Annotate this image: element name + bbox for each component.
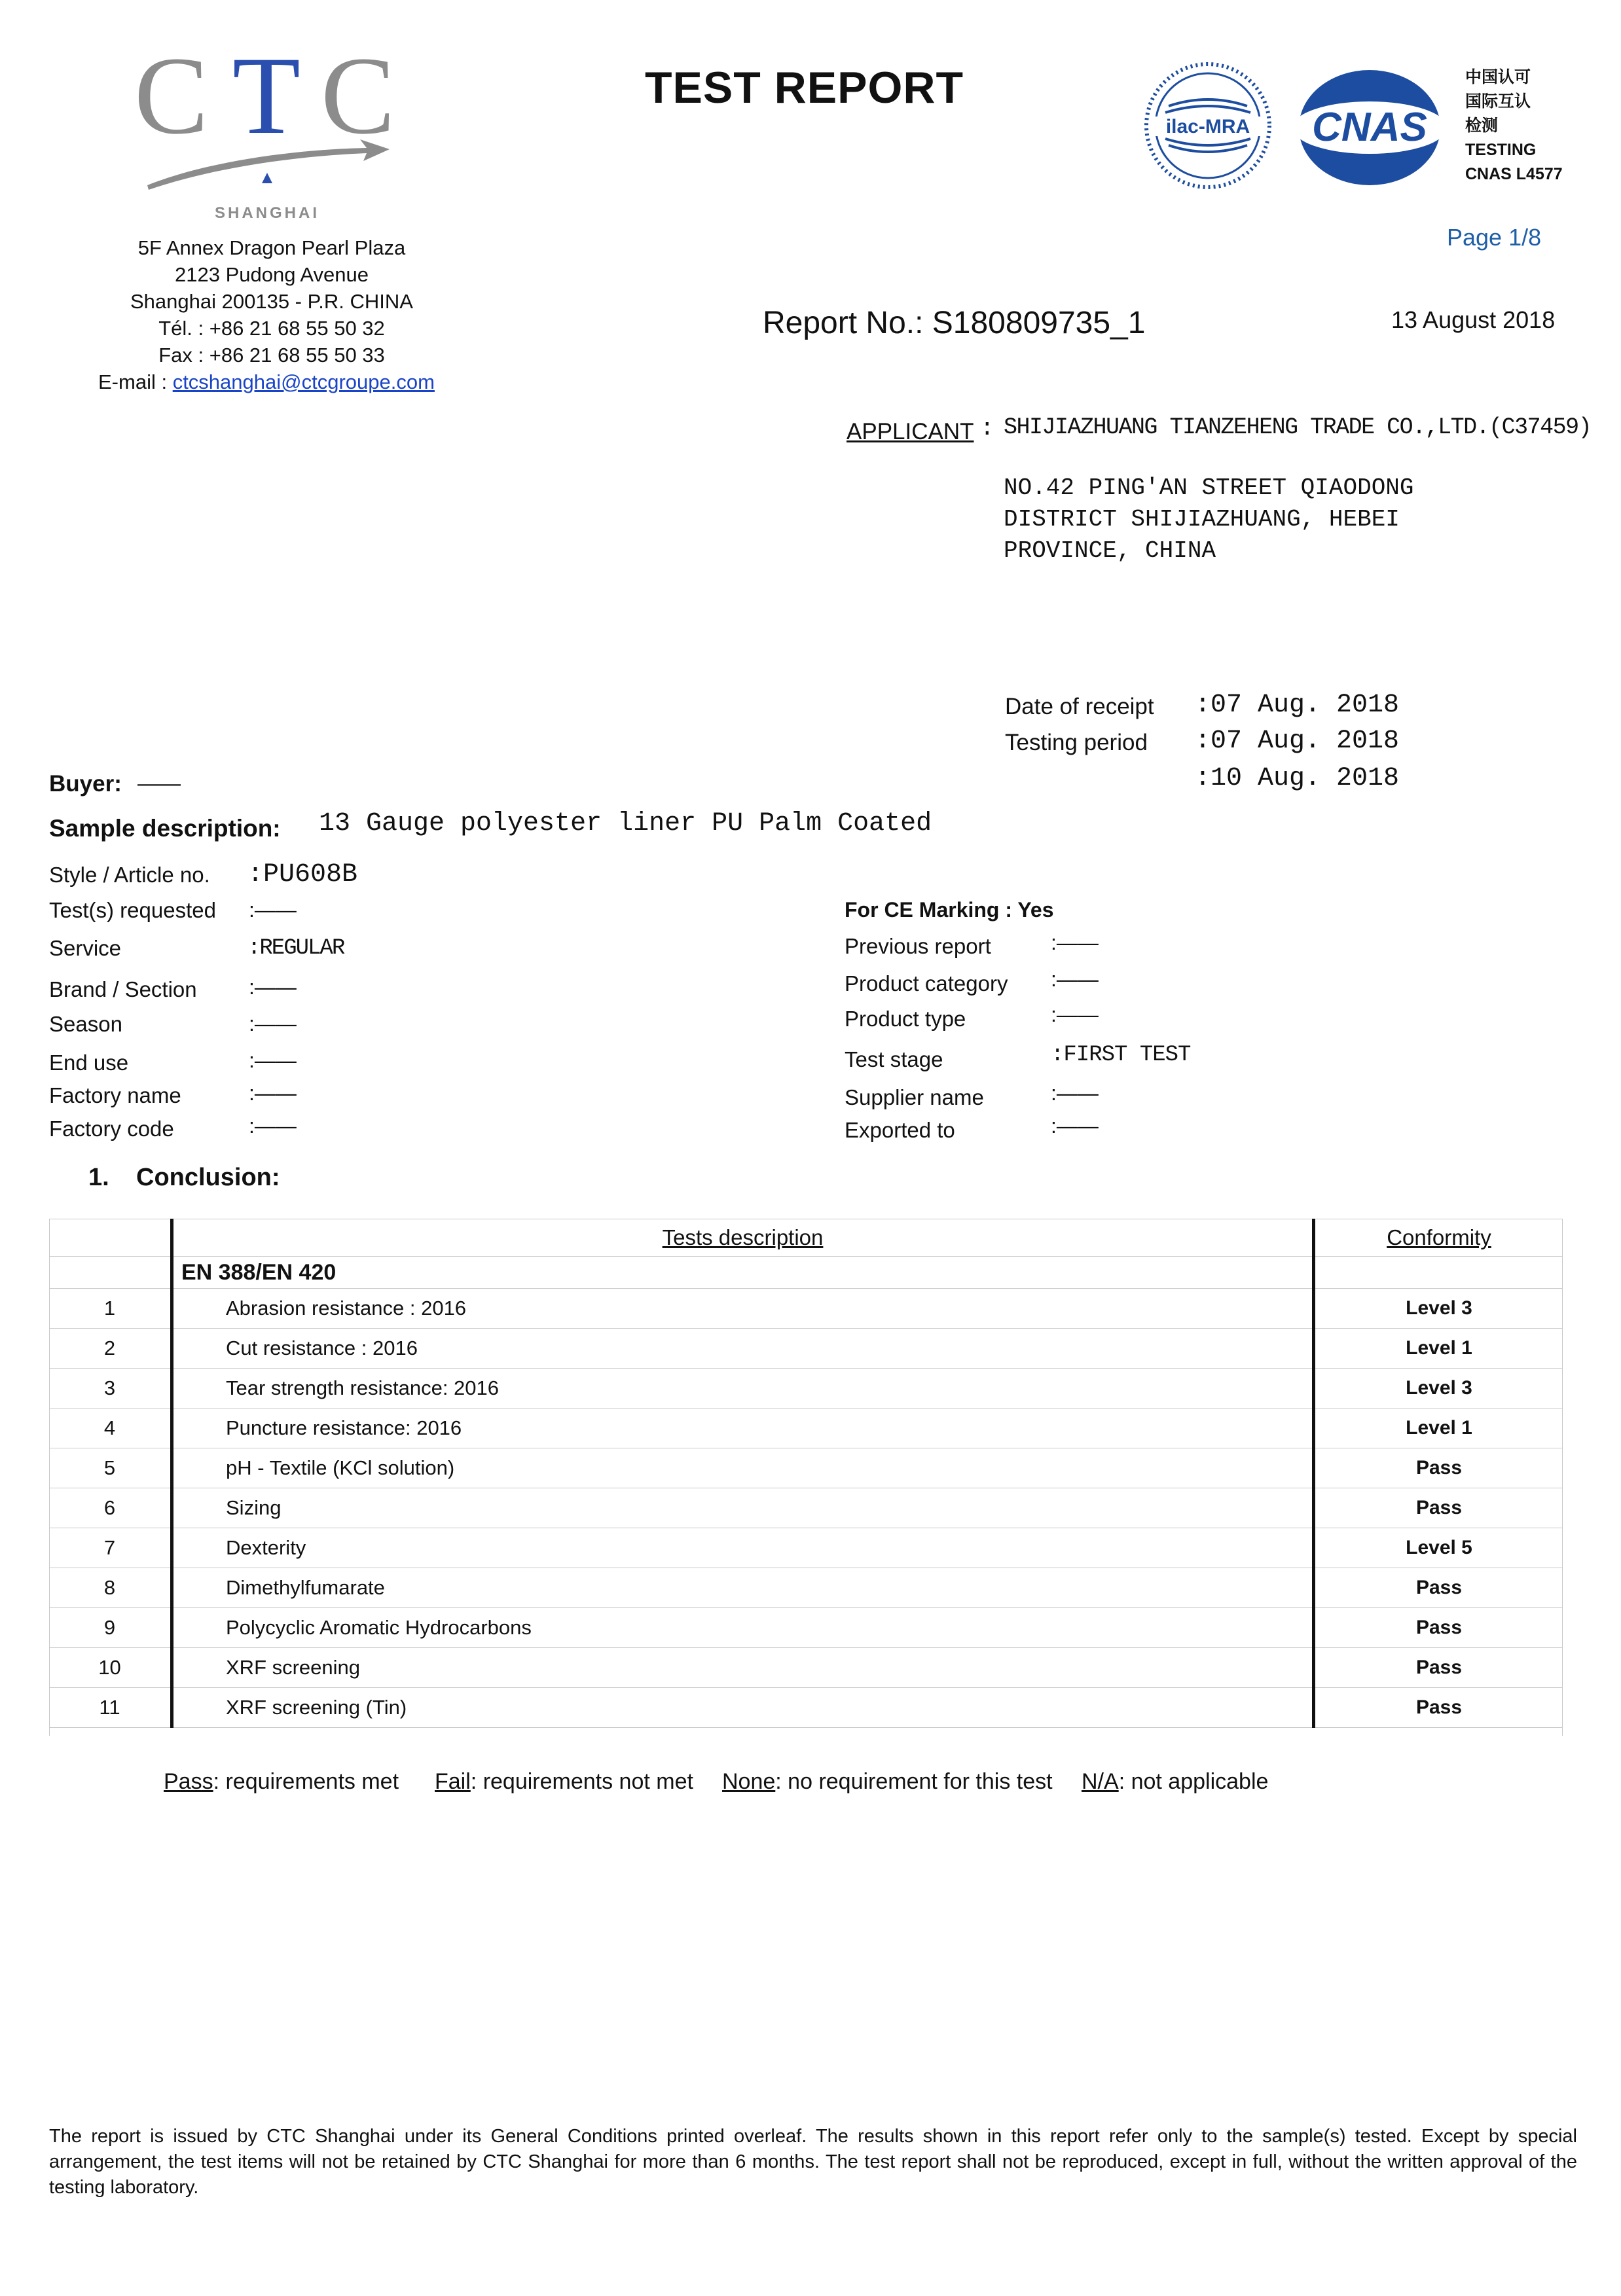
row-conformity: Level 3 bbox=[1314, 1369, 1563, 1408]
page-number: Page 1/8 bbox=[1447, 224, 1542, 251]
row-number: 9 bbox=[49, 1608, 172, 1648]
table-row bbox=[49, 1329, 1563, 1369]
cnas-line: CNAS L4577 bbox=[1465, 165, 1563, 183]
email-link[interactable]: ctcshanghai@ctcgroupe.com bbox=[172, 370, 435, 393]
row-conformity: Level 5 bbox=[1314, 1528, 1563, 1568]
legend-term: N/A bbox=[1082, 1769, 1119, 1794]
date-of-receipt-label: Date of receipt bbox=[1005, 694, 1154, 719]
row-conformity: Pass bbox=[1314, 1488, 1563, 1528]
legend-term: Fail bbox=[435, 1769, 471, 1794]
address-line: 2123 Pudong Avenue bbox=[175, 263, 369, 286]
report-number: Report No.: S180809735_1 bbox=[763, 306, 1146, 340]
field-value-factory-name: :—— bbox=[249, 1081, 297, 1105]
row-number: 3 bbox=[49, 1369, 172, 1408]
testing-period-label: Testing period bbox=[1005, 730, 1148, 755]
table-row bbox=[49, 1369, 1563, 1408]
logo-letter-t: T bbox=[232, 45, 301, 157]
field-label-supplier-name: Supplier name bbox=[845, 1085, 984, 1109]
legend-text: : no requirement for this test bbox=[775, 1769, 1053, 1794]
row-description: Puncture resistance: 2016 bbox=[172, 1408, 1314, 1448]
cnas-accreditation bbox=[1465, 65, 1563, 187]
legend-text: : requirements not met bbox=[470, 1769, 693, 1794]
row-conformity: Pass bbox=[1314, 1688, 1563, 1728]
field-value-product-category: :—— bbox=[1051, 967, 1099, 991]
row-conformity: Pass bbox=[1314, 1608, 1563, 1648]
applicant-colon: : bbox=[980, 415, 994, 442]
legend-fail bbox=[435, 1769, 693, 1795]
field-value-tests-requested: :—— bbox=[249, 898, 297, 922]
field-value-supplier-name: :—— bbox=[1051, 1081, 1099, 1105]
row-number: 6 bbox=[49, 1488, 172, 1528]
date-of-receipt-value: :07 Aug. 2018 bbox=[1195, 691, 1400, 720]
ce-marking: For CE Marking : Yes bbox=[845, 898, 1054, 922]
header-conf-cell bbox=[1314, 1219, 1563, 1257]
legend-term: None bbox=[722, 1769, 776, 1794]
ctc-logo bbox=[134, 45, 409, 228]
field-label-exported-to: Exported to bbox=[845, 1118, 955, 1142]
address-line: Tél. : +86 21 68 55 50 32 bbox=[158, 317, 385, 340]
field-label-tests-requested: Test(s) requested bbox=[49, 898, 216, 922]
table-row bbox=[49, 1648, 1563, 1688]
row-conformity: Pass bbox=[1314, 1448, 1563, 1488]
cnas-label: CNAS bbox=[1312, 105, 1427, 150]
standard-cell bbox=[172, 1257, 1314, 1289]
testing-period-start: :07 Aug. 2018 bbox=[1195, 726, 1400, 756]
column-header-conformity: Conformity bbox=[1387, 1225, 1491, 1249]
row-number: 1 bbox=[49, 1289, 172, 1329]
field-value-style: :PU608B bbox=[247, 860, 358, 889]
applicant-name: SHIJIAZHUANG TIANZEHENG TRADE CO.,LTD.(C37459) bbox=[1004, 414, 1592, 440]
legend-none bbox=[722, 1769, 1053, 1795]
standard-label: EN 388/EN 420 bbox=[181, 1259, 337, 1285]
legend-na bbox=[1082, 1769, 1268, 1795]
standard-conf-cell bbox=[1314, 1257, 1563, 1289]
header-num-cell bbox=[49, 1219, 172, 1257]
header-desc-cell bbox=[172, 1219, 1314, 1257]
email-line bbox=[72, 368, 471, 395]
row-description: Cut resistance : 2016 bbox=[172, 1329, 1314, 1369]
field-label-brand: Brand / Section bbox=[49, 977, 197, 1001]
row-conformity: Level 1 bbox=[1314, 1408, 1563, 1448]
sample-description-value: 13 Gauge polyester liner PU Palm Coated bbox=[319, 809, 932, 838]
row-number: 5 bbox=[49, 1448, 172, 1488]
standard-num-cell bbox=[49, 1257, 172, 1289]
testing-period-end: :10 Aug. 2018 bbox=[1195, 764, 1400, 793]
field-label-product-type: Product type bbox=[845, 1007, 966, 1031]
row-number: 10 bbox=[49, 1648, 172, 1688]
cnas-line: 中国认可 bbox=[1465, 68, 1531, 86]
legend-pass bbox=[164, 1769, 399, 1795]
row-number: 7 bbox=[49, 1528, 172, 1568]
field-label-service: Service bbox=[49, 936, 122, 960]
field-value-previous-report: :—— bbox=[1051, 931, 1099, 954]
table-row bbox=[49, 1289, 1563, 1329]
address-line: 5F Annex Dragon Pearl Plaza bbox=[137, 236, 406, 259]
logo-letter-c2: C bbox=[321, 45, 395, 157]
address-line: Fax : +86 21 68 55 50 33 bbox=[158, 344, 385, 367]
row-description: XRF screening bbox=[172, 1648, 1314, 1688]
row-number: 4 bbox=[49, 1408, 172, 1448]
legend-text: : requirements met bbox=[213, 1769, 399, 1794]
table-header-row bbox=[49, 1219, 1563, 1257]
table-row bbox=[49, 1528, 1563, 1568]
field-value-season: :—— bbox=[249, 1012, 297, 1035]
table-row bbox=[49, 1568, 1563, 1608]
table-row bbox=[49, 1488, 1563, 1528]
row-conformity: Level 1 bbox=[1314, 1329, 1563, 1369]
table-row bbox=[49, 1688, 1563, 1728]
row-description: pH - Textile (KCl solution) bbox=[172, 1448, 1314, 1488]
ilac-mra-seal bbox=[1142, 60, 1273, 191]
field-label-season: Season bbox=[49, 1012, 122, 1036]
row-description: Abrasion resistance : 2016 bbox=[172, 1289, 1314, 1329]
legend-term: Pass bbox=[164, 1769, 213, 1794]
field-value-product-type: :—— bbox=[1051, 1003, 1099, 1026]
report-title: TEST REPORT bbox=[645, 63, 964, 113]
row-description: Tear strength resistance: 2016 bbox=[172, 1369, 1314, 1408]
table-standard-row bbox=[49, 1257, 1563, 1289]
field-value-brand: :—— bbox=[249, 975, 297, 999]
sample-description-label: Sample description: bbox=[49, 815, 281, 842]
conclusion-heading-number: 1. bbox=[88, 1164, 109, 1191]
field-label-product-category: Product category bbox=[845, 971, 1008, 996]
field-label-test-stage: Test stage bbox=[845, 1047, 943, 1071]
conclusion-heading: Conclusion: bbox=[136, 1164, 280, 1191]
field-value-end-use: :—— bbox=[249, 1049, 297, 1072]
row-description: Dexterity bbox=[172, 1528, 1314, 1568]
field-label-previous-report: Previous report bbox=[845, 934, 991, 958]
ilac-label: ilac-MRA bbox=[1165, 116, 1250, 137]
footer-disclaimer: The report is issued by CTC Shanghai under its General Conditions printed overleaf. The results shown in this report refer only to the sample(s) tested. Except by special arrangement, the test items will not be retained by CTC Shanghai for more than 6 months. The test report shall not be reproduced, except in full, without the written approval of the testing laboratory. bbox=[49, 2126, 1577, 2198]
applicant-address-line: DISTRICT SHIJIAZHUANG, HEBEI bbox=[1004, 506, 1400, 533]
field-label-style: Style / Article no. bbox=[49, 863, 210, 887]
buyer-value: —— bbox=[137, 771, 181, 795]
legend-text: : not applicable bbox=[1118, 1769, 1269, 1794]
applicant-label: APPLICANT bbox=[847, 419, 974, 444]
email-label: E-mail : bbox=[98, 370, 173, 393]
field-label-end-use: End use bbox=[49, 1050, 129, 1075]
report-date: 13 August 2018 bbox=[1391, 306, 1556, 333]
column-header-tests: Tests description bbox=[662, 1225, 824, 1249]
applicant-address-line: PROVINCE, CHINA bbox=[1004, 537, 1216, 564]
field-value-exported-to: :—— bbox=[1051, 1114, 1099, 1138]
row-conformity: Pass bbox=[1314, 1648, 1563, 1688]
row-number: 8 bbox=[49, 1568, 172, 1608]
row-description: Polycyclic Aromatic Hydrocarbons bbox=[172, 1608, 1314, 1648]
applicant-address bbox=[1004, 473, 1414, 567]
field-label-factory-code: Factory code bbox=[49, 1117, 174, 1141]
field-value-service: :REGULAR bbox=[247, 936, 344, 961]
field-value-test-stage: :FIRST TEST bbox=[1051, 1043, 1191, 1067]
field-value-factory-code: :—— bbox=[249, 1114, 297, 1138]
row-conformity: Pass bbox=[1314, 1568, 1563, 1608]
address-line: Shanghai 200135 - P.R. CHINA bbox=[130, 290, 413, 313]
cnas-line: TESTING bbox=[1465, 141, 1537, 159]
table-row bbox=[49, 1608, 1563, 1648]
buyer-label: Buyer: bbox=[49, 771, 122, 797]
cnas-line: 国际互认 bbox=[1465, 92, 1531, 111]
logo-letter-c1: C bbox=[134, 45, 209, 157]
table-row bbox=[49, 1448, 1563, 1488]
row-description: XRF screening (Tin) bbox=[172, 1688, 1314, 1728]
field-label-factory-name: Factory name bbox=[49, 1083, 181, 1107]
table-row bbox=[49, 1408, 1563, 1448]
cnas-seal bbox=[1291, 65, 1448, 190]
row-description: Dimethylfumarate bbox=[172, 1568, 1314, 1608]
conclusion-table bbox=[49, 1219, 1563, 1728]
logo-triangle-icon bbox=[262, 173, 272, 183]
cnas-line: 检测 bbox=[1465, 117, 1499, 135]
row-description: Sizing bbox=[172, 1488, 1314, 1528]
row-conformity: Level 3 bbox=[1314, 1289, 1563, 1329]
lab-address bbox=[72, 234, 471, 395]
row-number: 2 bbox=[49, 1329, 172, 1369]
logo-city: SHANGHAI bbox=[214, 204, 320, 222]
applicant-address-line: NO.42 PING'AN STREET QIAODONG bbox=[1004, 475, 1414, 501]
row-number: 11 bbox=[49, 1688, 172, 1728]
